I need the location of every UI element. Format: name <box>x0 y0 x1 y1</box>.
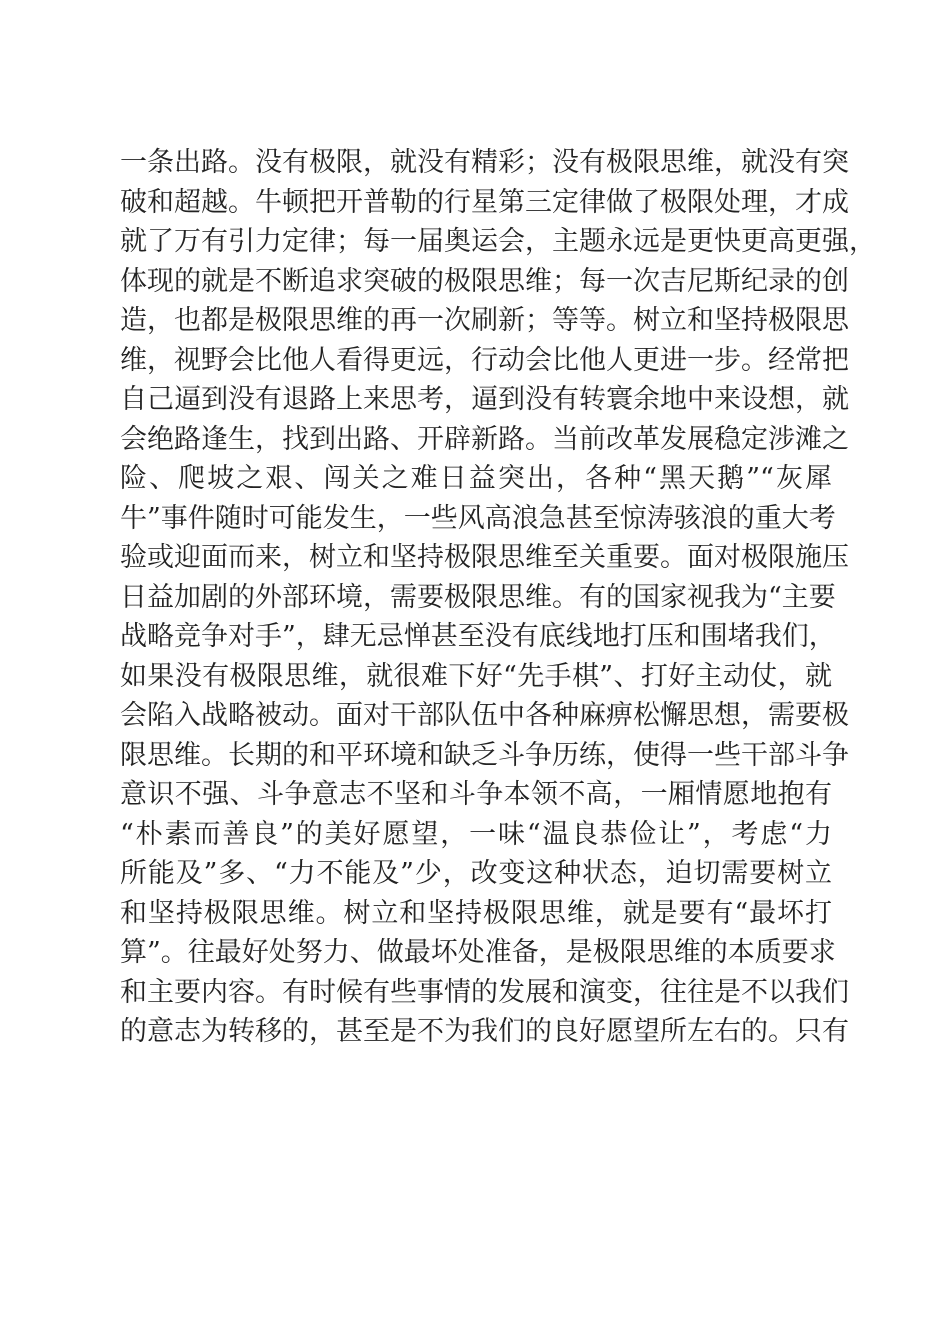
text-line: 和主要内容。有时候有些事情的发展和演变，往往是不以我们 <box>120 976 849 1008</box>
text-line: 自己逼到没有退路上来思考，逼到没有转寰余地中来设想，就 <box>120 384 849 415</box>
text-line: 所能及”多、“力不能及”少，改变这种状态，迫切需要树立 <box>120 858 832 889</box>
text-line: 体现的就是不断追求突破的极限思维；每一次吉尼斯纪录的创 <box>120 265 849 297</box>
text-line: 算”。往最好处努力、做最坏处准备，是极限思维的本质要求 <box>120 937 836 968</box>
text-line: 牛”事件随时可能发生，一些风高浪急甚至惊涛骇浪的重大考 <box>120 502 836 534</box>
text-line: 验或迎面而来，树立和坚持极限思维至关重要。面对极限施压 <box>120 542 849 573</box>
text-line: 如果没有极限思维，就很难下好“先手棋”、打好主动仗，就 <box>120 660 832 692</box>
text-line: 和坚持极限思维。树立和坚持极限思维，就是要有“最坏打 <box>120 897 832 929</box>
text-line: 就了万有引力定律；每一届奥运会，主题永远是更快更高更强， <box>120 226 876 257</box>
text-line: 会陷入战略被动。面对干部队伍中各种麻痹松懈思想，需要极 <box>120 700 849 731</box>
text-line: 维，视野会比他人看得更远，行动会比他人更进一步。经常把 <box>120 344 849 376</box>
text-line: 会绝路逢生，找到出路、开辟新路。当前改革发展稳定涉滩之 <box>120 423 849 455</box>
text-line: 的意志为转移的，甚至是不为我们的良好愿望所左右的。只有 <box>120 1016 849 1047</box>
text-line: 造，也都是极限思维的再一次刷新；等等。树立和坚持极限思 <box>120 305 849 336</box>
text-line: 破和超越。牛顿把开普勒的行星第三定律做了极限处理，才成 <box>120 186 849 218</box>
text-line: 日益加剧的外部环境，需要极限思维。有的国家视我为“主要 <box>120 581 836 613</box>
text-line: 限思维。长期的和平环境和缺乏斗争历练，使得一些干部斗争 <box>120 739 849 771</box>
text-line: “朴素而善良”的美好愿望，一味“温良恭俭让”，考虑“力 <box>120 818 832 850</box>
text-line: 险、爬坡之艰、闯关之难日益突出，各种“黑天鹅”“灰犀 <box>120 463 832 494</box>
text-line: 意识不强、斗争意志不坚和斗争本领不高，一厢情愿地抱有 <box>120 779 832 810</box>
text-line: 战略竞争对手”，肆无忌惮甚至没有底线地打压和围堵我们， <box>120 621 836 652</box>
text-line: 一条出路。没有极限，就没有精彩；没有极限思维，就没有突 <box>120 147 849 178</box>
body-text <box>120 143 876 1052</box>
